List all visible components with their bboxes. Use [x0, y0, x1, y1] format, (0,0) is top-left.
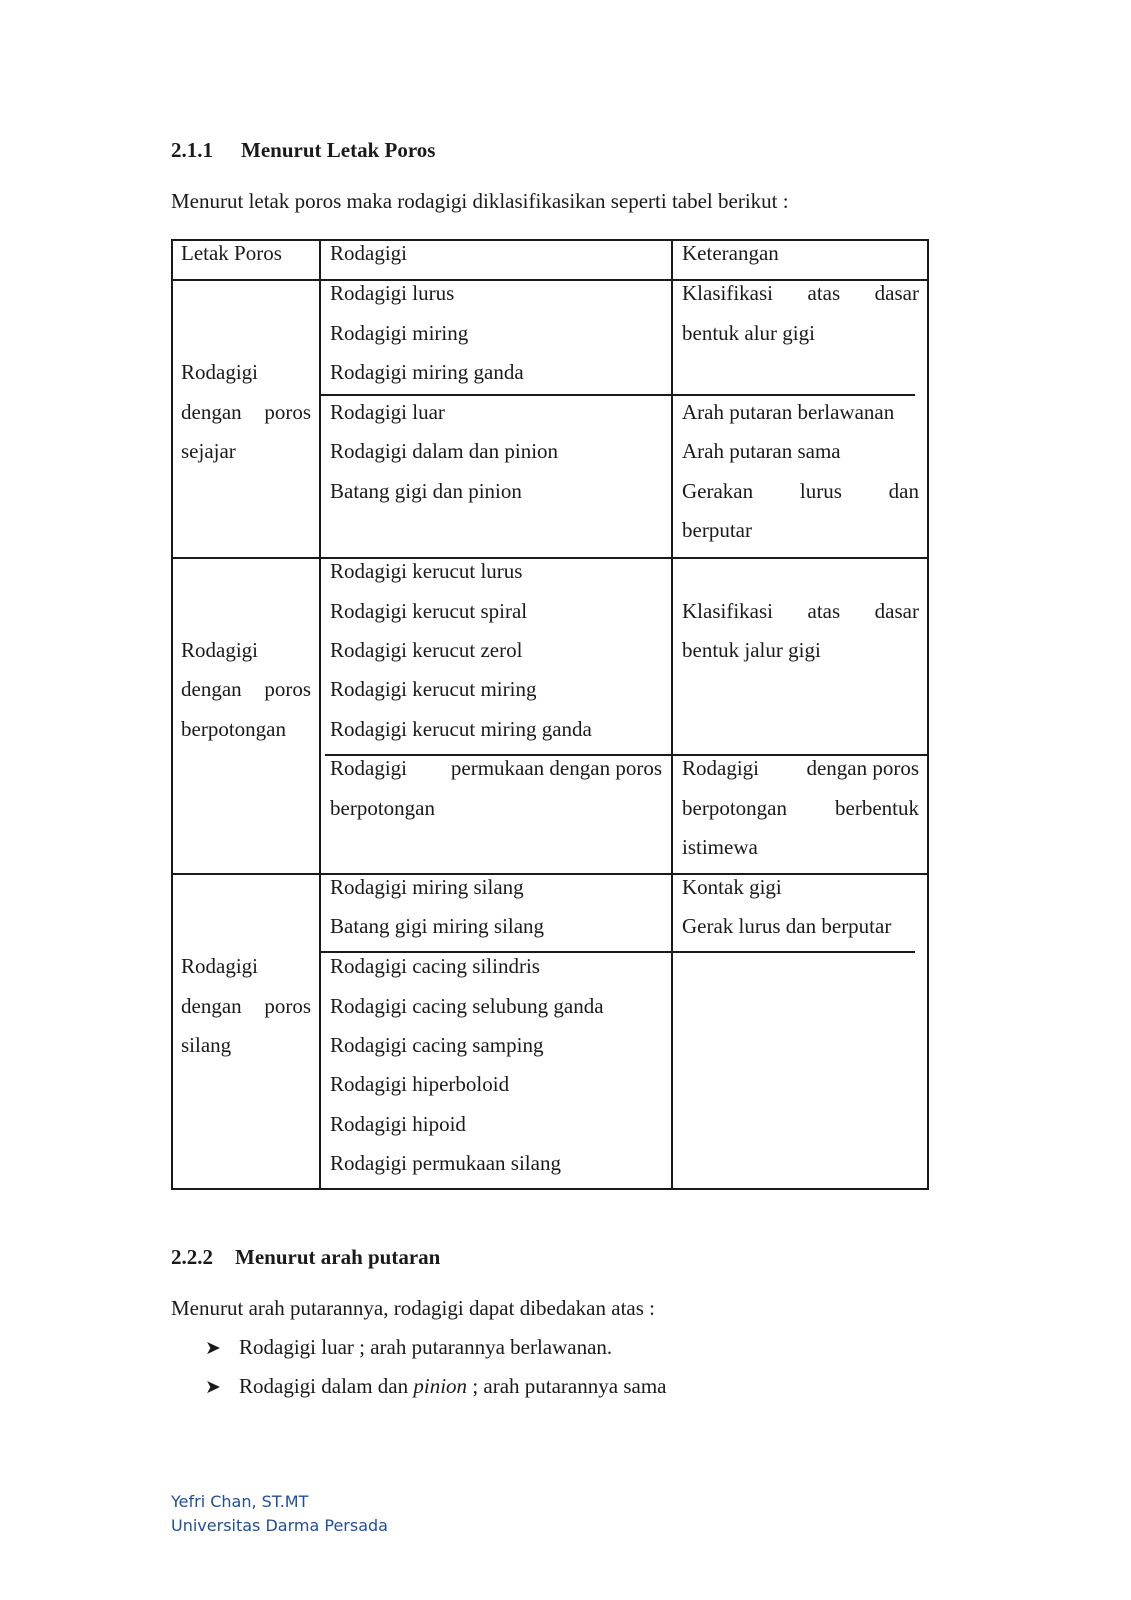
word: Klasifikasi — [682, 281, 773, 305]
header-rodagigi: Rodagigi — [330, 241, 407, 265]
word: dengan — [181, 677, 242, 701]
column-divider-2 — [671, 239, 673, 1190]
column-divider-1 — [319, 239, 321, 1190]
keterangan-item — [682, 472, 919, 512]
letak-sejajar-line-2 — [181, 393, 311, 433]
rodagigi-item: Rodagigi miring silang — [330, 875, 524, 899]
word: lurus — [799, 479, 842, 503]
letak-sejajar-line-1: Rodagigi — [181, 360, 258, 384]
rodagigi-item: Rodagigi dalam dan pinion — [330, 439, 559, 463]
rodagigi-item: Rodagigi cacing selubung ganda — [330, 994, 604, 1018]
word: berpotongan — [682, 796, 787, 820]
word: dasar — [874, 599, 919, 623]
word: Gerakan — [682, 479, 754, 503]
word: dan — [888, 479, 919, 503]
section2-intro: Menurut arah putarannya, rodagigi dapat dibedakan atas : — [171, 1296, 655, 1320]
bullet-text: ; arah putarannya sama — [467, 1374, 667, 1398]
rodagigi-item: Rodagigi kerucut zerol — [330, 638, 523, 662]
footer — [171, 1490, 388, 1538]
word: dengan — [181, 994, 242, 1018]
section-title: Menurut arah putaran — [235, 1245, 441, 1269]
word: poros — [264, 400, 311, 424]
intro-paragraph: Menurut letak poros maka rodagigi diklasifikasikan seperti tabel berikut : — [171, 189, 789, 213]
rodagigi-item: Rodagigi luar — [330, 400, 445, 424]
keterangan-item: Arah putaran sama — [682, 439, 841, 463]
section-number: 2.2.2 — [171, 1245, 213, 1269]
letak-silang-line-1: Rodagigi — [181, 954, 258, 978]
rodagigi-item: Rodagigi miring — [330, 321, 469, 345]
group-separator-1 — [171, 557, 929, 559]
word: Rodagigi — [682, 756, 759, 780]
word: berbentuk — [835, 796, 919, 820]
rodagigi-item: Rodagigi miring ganda — [330, 360, 524, 384]
keterangan-item: istimewa — [682, 835, 758, 859]
keterangan-item — [682, 592, 919, 632]
header-keterangan: Keterangan — [682, 241, 779, 265]
section-number: 2.1.1 — [171, 138, 213, 162]
keterangan-item: bentuk jalur gigi — [682, 638, 821, 662]
table-border-bottom — [171, 1188, 929, 1190]
rodagigi-item: Rodagigi cacing silindris — [330, 954, 540, 978]
rodagigi-item: Rodagigi hipoid — [330, 1112, 466, 1136]
rodagigi-item: Rodagigi kerucut miring — [330, 677, 537, 701]
letak-berpotongan-line-3: berpotongan — [181, 717, 286, 741]
footer-institution: Universitas Darma Persada — [171, 1516, 388, 1535]
keterangan-item — [682, 789, 919, 829]
keterangan-item: bentuk alur gigi — [682, 321, 815, 345]
group-separator-2 — [171, 873, 929, 875]
rodagigi-item: Rodagigi permukaan silang — [330, 1151, 561, 1175]
section-heading-2-2-2 — [171, 1245, 440, 1270]
word: Klasifikasi — [682, 599, 773, 623]
word: permukaan dengan poros — [450, 756, 662, 780]
word: Rodagigi — [330, 756, 407, 780]
keterangan-item: Kontak gigi — [682, 875, 782, 899]
rodagigi-item: Rodagigi kerucut miring ganda — [330, 717, 592, 741]
keterangan-item: Gerak lurus dan berputar — [682, 914, 892, 938]
word: dengan poros — [806, 756, 919, 780]
table-border-left — [171, 239, 173, 1190]
rodagigi-item: Rodagigi lurus — [330, 281, 455, 305]
section-heading-2-1-1 — [171, 138, 435, 163]
rodagigi-item: Batang gigi miring silang — [330, 914, 545, 938]
arrow-bullet-icon: ➤ — [205, 1337, 221, 1359]
letak-silang-line-3: silang — [181, 1033, 232, 1057]
arrow-bullet-icon: ➤ — [205, 1376, 221, 1398]
footer-author: Yefri Chan, ST.MT — [171, 1492, 309, 1511]
section-title: Menurut Letak Poros — [241, 138, 436, 162]
bullet-text: Rodagigi luar ; arah putarannya berlawanan. — [239, 1335, 613, 1359]
keterangan-item: Arah putaran berlawanan — [682, 400, 895, 424]
table-border-top — [171, 239, 929, 241]
word: poros — [264, 994, 311, 1018]
header-letak-poros: Letak Poros — [181, 241, 282, 265]
letak-sejajar-line-3: sejajar — [181, 439, 236, 463]
gear-classification-table — [171, 239, 929, 1190]
letak-berpotongan-line-2 — [181, 670, 311, 710]
rodagigi-item — [330, 749, 662, 789]
bullet-text: Rodagigi dalam dan — [239, 1374, 414, 1398]
rodagigi-item: Rodagigi kerucut spiral — [330, 599, 528, 623]
rodagigi-item: Rodagigi kerucut lurus — [330, 559, 523, 583]
table-border-right — [927, 239, 929, 1190]
bullet-item — [205, 1374, 666, 1399]
rodagigi-item: Rodagigi cacing samping — [330, 1033, 544, 1057]
rodagigi-item: berpotongan — [330, 796, 435, 820]
bullet-text-italic: pinion — [413, 1374, 468, 1398]
word: dasar — [874, 281, 919, 305]
rodagigi-item: Batang gigi dan pinion — [330, 479, 522, 503]
keterangan-item — [682, 274, 919, 314]
keterangan-item: berputar — [682, 518, 752, 542]
word: poros — [264, 677, 311, 701]
rodagigi-item: Rodagigi hiperboloid — [330, 1072, 510, 1096]
letak-berpotongan-line-1: Rodagigi — [181, 638, 258, 662]
bullet-item — [205, 1335, 612, 1360]
word: dengan — [181, 400, 242, 424]
word: atas — [807, 281, 841, 305]
letak-silang-line-2 — [181, 987, 311, 1027]
keterangan-item — [682, 749, 919, 789]
word: atas — [807, 599, 841, 623]
